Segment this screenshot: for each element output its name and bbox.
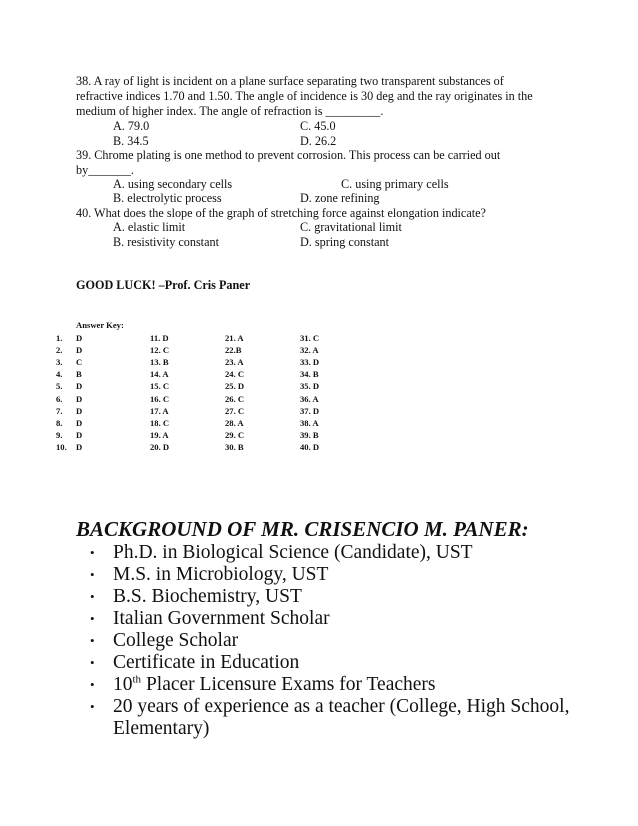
answer-key-number: 3.	[56, 357, 63, 368]
bullet-icon: •	[90, 611, 95, 626]
answer-key-cell: D	[76, 429, 83, 440]
placer-rest: Placer Licensure Exams for Teachers	[141, 674, 436, 695]
bullet-icon: •	[90, 589, 95, 604]
question-38-line-3: medium of higher index. The angle of refraction is _________.	[76, 104, 384, 118]
question-39-option-c: C. using primary cells	[341, 177, 449, 191]
question-40-option-c: C. gravitational limit	[300, 220, 402, 234]
question-40-option-b: B. resistivity constant	[113, 235, 219, 249]
background-item: Ph.D. in Biological Science (Candidate), UST	[113, 542, 473, 563]
bullet-icon: •	[90, 633, 95, 648]
answer-key-cell: D	[76, 441, 83, 452]
placer-number: 10	[113, 674, 133, 695]
background-item-placer	[113, 674, 436, 696]
answer-key-cell: 26. C	[225, 393, 245, 404]
answer-key-number: 2.	[56, 345, 63, 356]
answer-key-number: 5.	[56, 381, 63, 392]
question-38-line-2: refractive indices 1.70 and 1.50. The angle of incidence is 30 deg and the ray originates in the	[76, 89, 533, 103]
question-40-option-a: A. elastic limit	[113, 220, 186, 234]
answer-key-title: Answer Key:	[76, 320, 124, 330]
answer-key-cell: D	[76, 417, 83, 428]
answer-key-cell: 39. B	[300, 429, 319, 440]
answer-key-cell: 13. B	[150, 357, 169, 368]
answer-key-number: 6.	[56, 393, 63, 404]
answer-key-cell: 29. C	[225, 429, 245, 440]
closing-line: GOOD LUCK! –Prof. Cris Paner	[76, 278, 251, 292]
answer-key-number: 1.	[56, 333, 63, 343]
background-item-experience-line-2: Elementary)	[113, 718, 210, 739]
answer-key-cell: 20. D	[150, 441, 170, 452]
answer-key-cell: D	[76, 393, 83, 404]
answer-key-number: 7.	[56, 405, 63, 416]
answer-key-cell: 38. A	[300, 417, 319, 428]
answer-key-cell: 28. A	[225, 417, 244, 428]
question-40-option-d: D. spring constant	[300, 235, 390, 249]
question-38-option-d: D. 26.2	[300, 134, 337, 148]
answer-key-cell: D	[76, 333, 83, 343]
answer-key-cell: 34. B	[300, 369, 319, 380]
answer-key-cell: 33. D	[300, 357, 320, 368]
question-38-option-a: A. 79.0	[113, 119, 150, 133]
question-39-option-b: B. electrolytic process	[113, 191, 222, 205]
answer-key-number: 10.	[56, 441, 67, 452]
answer-key-cell: 16. C	[150, 393, 170, 404]
background-item-experience-line-1: 20 years of experience as a teacher (College, High School,	[113, 696, 570, 717]
answer-key-number: 4.	[56, 369, 63, 380]
bullet-icon: •	[90, 545, 95, 560]
bullet-icon: •	[90, 655, 95, 670]
answer-key-cell: 30. B	[225, 441, 244, 452]
answer-key-cell: 23. A	[225, 357, 244, 368]
background-title: BACKGROUND OF MR. CRISENCIO M. PANER:	[76, 517, 529, 541]
question-39-option-d: D. zone refining	[300, 191, 380, 205]
answer-key-cell: 17. A	[150, 405, 169, 416]
question-38-option-c: C. 45.0	[300, 119, 336, 133]
answer-key-cell: C	[76, 357, 83, 368]
answer-key-cell: 32. A	[300, 345, 319, 356]
placer-superscript: th	[132, 673, 142, 686]
question-39-option-a: A. using secondary cells	[113, 177, 233, 191]
answer-key-cell: 24. C	[225, 369, 245, 380]
bullet-icon: •	[90, 699, 95, 714]
answer-key-cell: D	[76, 345, 83, 356]
answer-key-cell: 37. D	[300, 405, 320, 416]
background-item: Italian Government Scholar	[113, 608, 330, 629]
answer-key-cell: B	[76, 369, 82, 380]
answer-key-cell: 11. D	[150, 333, 169, 343]
answer-key-cell: 19. A	[150, 429, 169, 440]
answer-key-cell: 35. D	[300, 381, 320, 392]
background-item: B.S. Biochemistry, UST	[113, 586, 302, 607]
question-38-line-1: 38. A ray of light is incident on a plane surface separating two transparent substances of	[76, 74, 504, 88]
answer-key-cell: 31. C	[300, 333, 320, 343]
answer-key-number: 8.	[56, 417, 63, 428]
answer-key-cell: 22.B	[225, 345, 242, 356]
answer-key-cell: 14. A	[150, 369, 169, 380]
background-item: M.S. in Microbiology, UST	[113, 564, 329, 585]
question-38-option-b: B. 34.5	[113, 134, 149, 148]
question-39-line-2: by_______.	[76, 163, 134, 177]
answer-key-cell: 36. A	[300, 393, 319, 404]
answer-key-cell: 15. C	[150, 381, 170, 392]
background-item: College Scholar	[113, 630, 239, 651]
answer-key-cell: 27. C	[225, 405, 245, 416]
question-40-line-1: 40. What does the slope of the graph of stretching force against elongation indicate?	[76, 206, 486, 220]
answer-key-cell: 18. C	[150, 417, 170, 428]
answer-key-cell: 40. D	[300, 441, 320, 452]
answer-key-cell: 12. C	[150, 345, 170, 356]
answer-key-cell: 21. A	[225, 333, 244, 343]
answer-key-cell: D	[76, 381, 83, 392]
answer-key-cell: D	[76, 405, 83, 416]
answer-key-cell: 25. D	[225, 381, 245, 392]
question-39-line-1: 39. Chrome plating is one method to prevent corrosion. This process can be carried out	[76, 148, 501, 162]
background-item: Certificate in Education	[113, 652, 300, 673]
answer-key-number: 9.	[56, 429, 63, 440]
bullet-icon: •	[90, 677, 95, 692]
bullet-icon: •	[90, 567, 95, 582]
